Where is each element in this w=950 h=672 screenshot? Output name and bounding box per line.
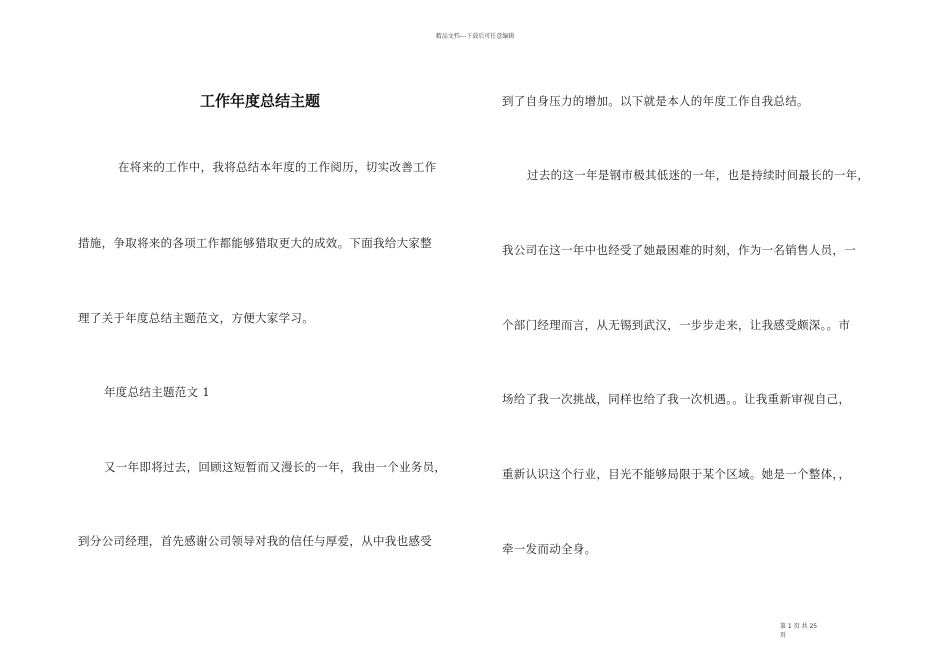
paragraph-line: 重新认识这个行业，目光不能够局限于某个区域。她是一个整体，， — [502, 467, 851, 481]
page-number-line: 第 1 页 共 25 — [780, 623, 818, 630]
page-number — [780, 622, 840, 640]
paragraph-line: 又一年即将过去，回顾这短暂而又漫长的一年，我由一个业务员， — [104, 460, 447, 474]
paragraph-line: 过去的这一年是钢市极其低迷的一年，也是持续时间最长的一年， — [527, 168, 870, 182]
section-heading: 年度总结主题范文 1 — [104, 385, 210, 399]
paragraph-line: 个部门经理而言，从无锡到武汉，一步步走来，让我感受颇深。。市 — [502, 318, 851, 332]
page-title: 工作年度总结主题 — [199, 92, 320, 110]
paragraph-line: 场给了我一次挑战，同样也给了我一次机遇。。让我重新审视自己， — [502, 392, 851, 406]
paragraph-line: 在将来的工作中，我将总结本年度的工作阅历，切实改善工作 — [118, 160, 437, 174]
paragraph-line: 我公司在这一年中也经受了她最困难的时刻，作为一名销售人员，一 — [502, 243, 856, 257]
header-note: 精品文档---下载后可任意编辑 — [435, 33, 515, 40]
paragraph-line: 措施，争取将来的各项工作都能够猎取更大的成效。下面我给大家整 — [78, 236, 432, 250]
paragraph-line: 牵一发而动全身。 — [502, 542, 597, 556]
paragraph-line: 理了关于年度总结主题范文，方便大家学习。 — [78, 311, 314, 325]
paragraph-line: 到了自身压力的增加。以下就是本人的年度工作自我总结。 — [502, 94, 809, 108]
page-number-line: 页 — [780, 632, 787, 639]
paragraph-line: 到分公司经理，首先感谢公司领导对我的信任与厚爱，从中我也感受 — [78, 534, 432, 548]
